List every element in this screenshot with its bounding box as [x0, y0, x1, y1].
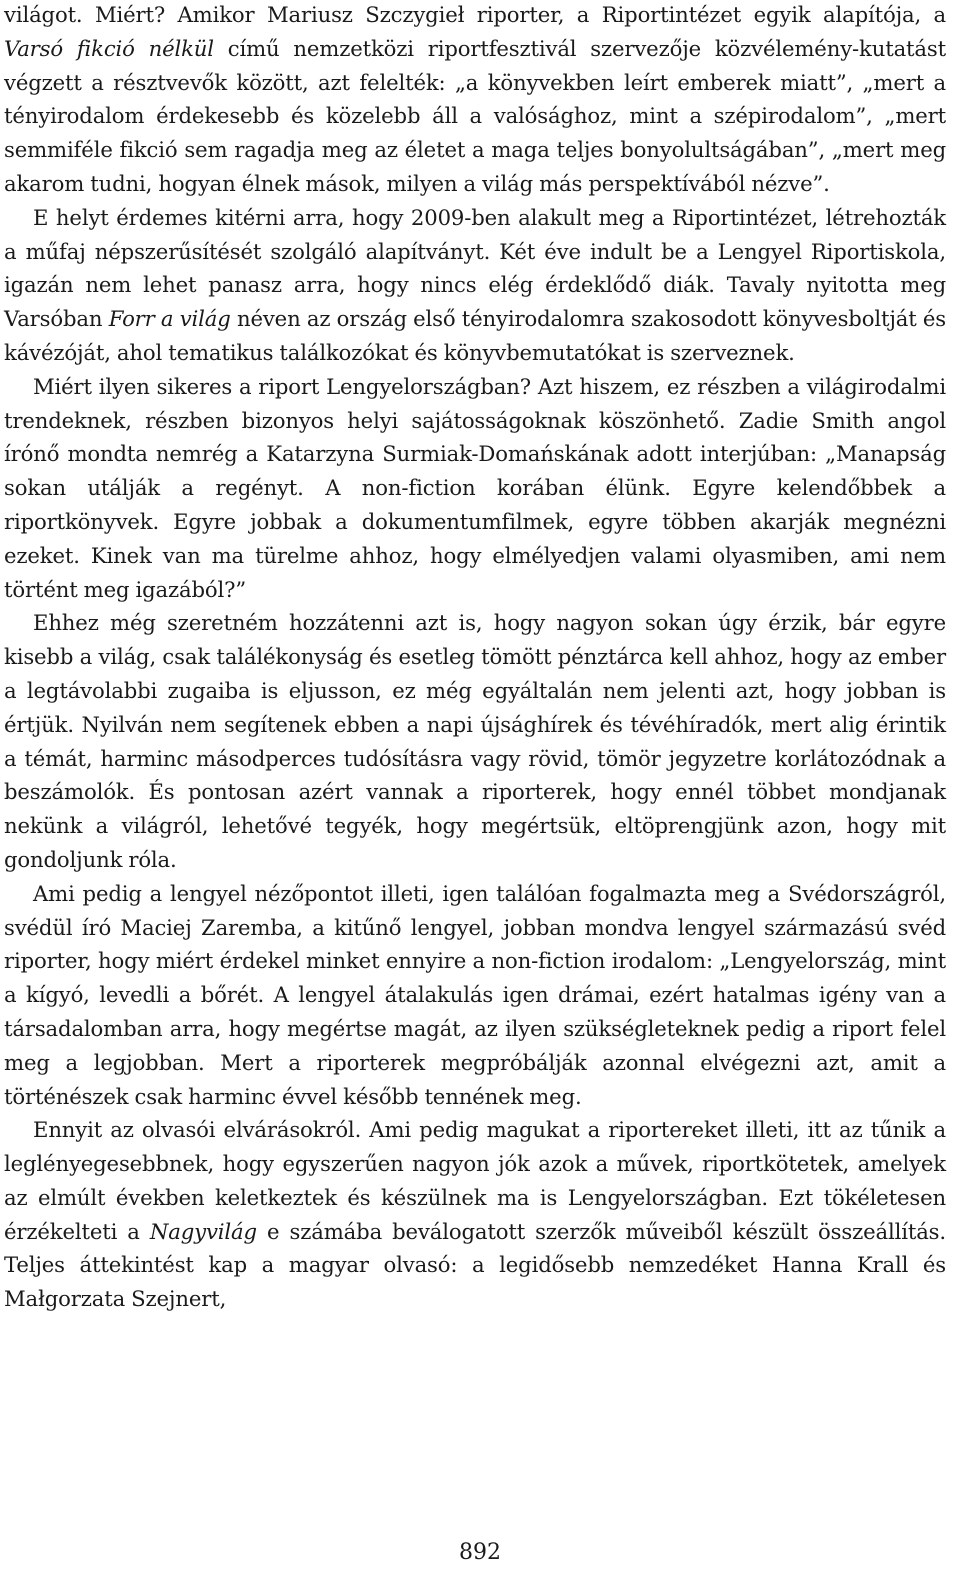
journal-title: Nagyvilág: [149, 1218, 257, 1244]
paragraph-4: Ehhez még szeretném hozzátenni azt is, hogy nagyon sokan úgy érzik, bár egyre kisebb a világ, csak találékonyság és esetleg tömött pénztárca kell ahhoz, hogy az ember a legtávolabbi zugaiba is eljusson, ez még egyáltalán nem jelenti azt, hogy jobban is értjük. Nyilván nem segítenek ebben a napi újsághírek és tévéhíradók, mert alig érintik a témát, harminc másodperces tudósításra vagy rövid, tömör jegyzetre korlátozódnak a beszámolók. És pontosan azért vannak a riporterek, hogy ennél többet mondjanak nekünk a világról, lehetővé tegyék, hogy megértsük, eltöprengjünk azon, hogy mit gondoljunk róla.: [4, 610, 946, 872]
paragraph-6-text-continued: e számába beválogatott szerzők műveiből készült összeállítás. Teljes áttekintést kap a magyar olvasó: a legidősebb nemzedéket Hanna Krall és Małgorzata Szejnert,: [4, 1218, 946, 1312]
paragraph-1: [4, 0, 946, 201]
paragraph-6: [4, 1113, 946, 1316]
paragraph-2-text-continued: néven az ország első tényirodalomra szakosodott könyvesboltját és kávézóját, ahol tematikus találkozókat és könyvbemutatókat is szerveznek.: [4, 306, 946, 365]
article-body: [4, 0, 946, 1316]
paragraph-1-text: világot. Miért? Amikor Mariusz Szczygieł riporter, a Riportintézet egyik alapítója, a: [4, 2, 946, 27]
paragraph-1-text-continued: című nemzetközi riportfesztivál szervezője közvélemény-kutatást végzett a résztvevők között, azt felelték: „a könyvekben leírt emberek miatt”, „mert a tényirodalom érdekesebb és közelebb áll a valósághoz, mint a szépirodalom”, „mert semmiféle fikció sem ragadja meg az életet a maga teljes bonyolultságában”, „mert meg akarom tudni, hogyan élnek mások, milyen a világ más perspektívából nézve”.: [4, 35, 946, 196]
paragraph-3: Miért ilyen sikeres a riport Lengyelországban? Azt hiszem, ez részben a világirodalmi trendeknek, részben bizonyos helyi sajátosságoknak köszönhető. Zadie Smith angol írónő mondta nemrég a Katarzyna Surmiak-Domańskának adott interjúban: „Manapság sokan utálják a regényt. A non-fiction korában élünk. Egyre kelendőbbek a riportkönyvek. Egyre jobbak a dokumentumfilmek, egyre többen akarják megnézni ezeket. Kinek van ma türelme ahhoz, hogy elmélyedjen valami olyasmiben, ami nem történt meg igazából?”: [4, 373, 946, 602]
paragraph-5: Ami pedig a lengyel nézőpontot illeti, igen találóan fogalmazta meg a Svédországról, svédül író Maciej Zaremba, a kitűnő lengyel, jobban mondva lengyel származású svéd riporter, hogy miért érdekel minket ennyire a non-fiction irodalom: „Lengyelország, mint a kígyó, levedli a bőrét. A lengyel átalakulás igen drámai, ezért hatalmas igény van a társadalomban arra, hogy megértse magát, az ilyen szükségleteknek pedig a riport felel meg a legjobban. Mert a riporterek megpróbálják azonnal elvégezni azt, amit a történészek csak harminc évvel később tennének meg.: [4, 880, 946, 1109]
paragraph-2: [4, 201, 946, 370]
paragraph-2-text: E helyt érdemes kitérni arra, hogy 2009-ben alakult meg a Riportintézet, létrehozták a műfaj népszerűsítését szolgáló alapítványt. Két éve indult be a Lengyel Riportiskola, igazán nem lehet panasz arra, hogy nincs elég érdeklődő diák. Tavaly nyitotta meg Varsóban: [4, 204, 946, 332]
page-number: 892: [459, 1540, 501, 1565]
bookshop-name: Forr a világ: [108, 306, 231, 332]
festival-title: Varsó fikció nélkül: [4, 35, 214, 61]
paragraph-6-text: Ennyit az olvasói elvárásokról. Ami pedig magukat a riportereket illeti, itt az tűnik a leglényegesebbnek, hogy egyszerűen nagyon jók azok a művek, riportkötetek, amelyek az elmúlt években keletkeztek és készülnek ma is Lengyelországban. Ezt tökéletesen érzékelteti a: [4, 1117, 946, 1244]
